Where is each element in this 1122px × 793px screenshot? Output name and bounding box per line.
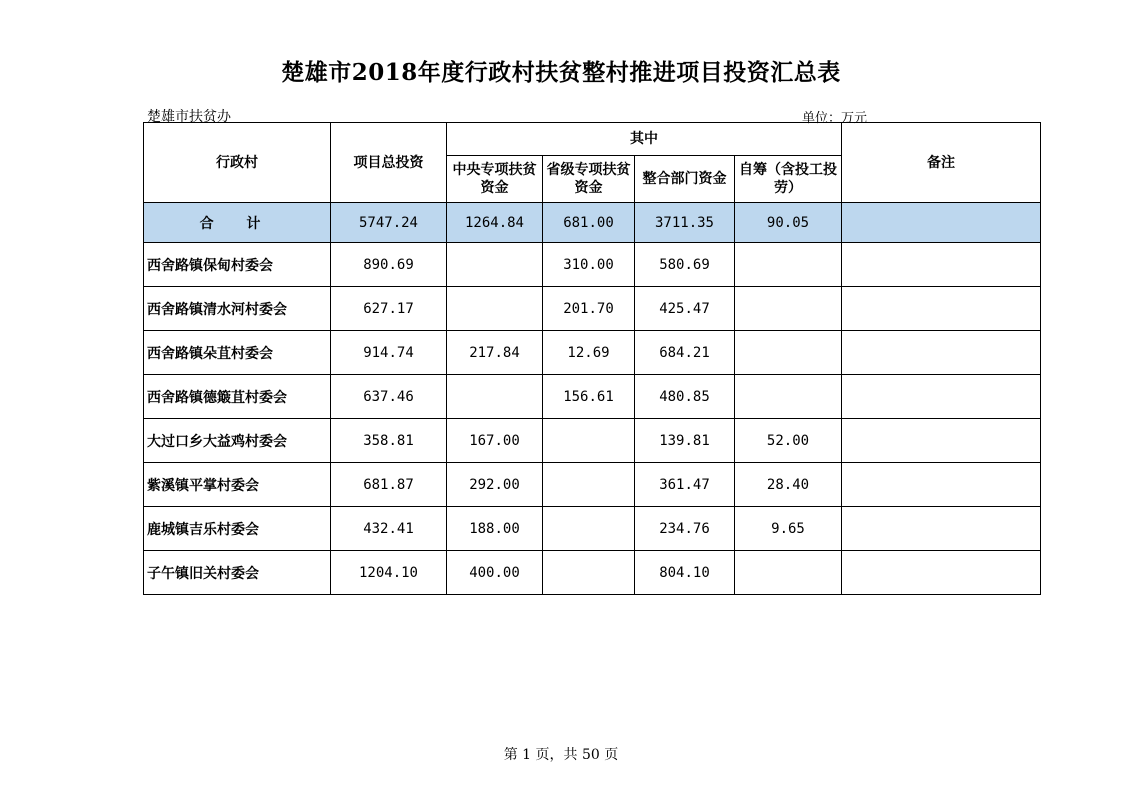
header-central-fund: 中央专项扶贫资金 xyxy=(447,156,543,203)
header-among: 其中 xyxy=(447,123,842,156)
integrated-fund-cell: 684.21 xyxy=(635,331,735,375)
central-fund-cell xyxy=(447,243,543,287)
central-fund-cell: 400.00 xyxy=(447,551,543,595)
investment-summary-table xyxy=(143,122,1041,595)
remark-cell xyxy=(842,419,1041,463)
village-name-cell: 鹿城镇吉乐村委会 xyxy=(144,507,331,551)
central-fund-cell: 167.00 xyxy=(447,419,543,463)
table-row xyxy=(144,331,1041,375)
organization-label: 楚雄市扶贫办 xyxy=(147,109,231,125)
village-name-cell: 西舍路镇保甸村委会 xyxy=(144,243,331,287)
total-investment-cell: 358.81 xyxy=(331,419,447,463)
table-row xyxy=(144,463,1041,507)
table-row xyxy=(144,551,1041,595)
total-remark-cell xyxy=(842,203,1041,243)
provincial-fund-cell xyxy=(543,507,635,551)
village-name-cell: 大过口乡大益鸡村委会 xyxy=(144,419,331,463)
self-raised-cell: 28.40 xyxy=(735,463,842,507)
header-provincial-fund: 省级专项扶贫资金 xyxy=(543,156,635,203)
self-raised-cell: 52.00 xyxy=(735,419,842,463)
integrated-fund-cell: 425.47 xyxy=(635,287,735,331)
provincial-fund-cell: 12.69 xyxy=(543,331,635,375)
total-investment-cell: 681.87 xyxy=(331,463,447,507)
provincial-fund-cell: 201.70 xyxy=(543,287,635,331)
integrated-fund-cell: 804.10 xyxy=(635,551,735,595)
remark-cell xyxy=(842,243,1041,287)
self-raised-cell xyxy=(735,551,842,595)
provincial-fund-cell: 310.00 xyxy=(543,243,635,287)
total-integrated-cell: 3711.35 xyxy=(635,203,735,243)
total-self-cell: 90.05 xyxy=(735,203,842,243)
self-raised-cell xyxy=(735,331,842,375)
integrated-fund-cell: 361.47 xyxy=(635,463,735,507)
total-central-cell: 1264.84 xyxy=(447,203,543,243)
remark-cell xyxy=(842,551,1041,595)
remark-cell xyxy=(842,287,1041,331)
total-investment-cell: 914.74 xyxy=(331,331,447,375)
header-total-investment: 项目总投资 xyxy=(331,123,447,203)
total-investment-cell: 890.69 xyxy=(331,243,447,287)
central-fund-cell: 292.00 xyxy=(447,463,543,507)
table-row xyxy=(144,507,1041,551)
self-raised-cell xyxy=(735,243,842,287)
self-raised-cell xyxy=(735,375,842,419)
village-name-cell: 子午镇旧关村委会 xyxy=(144,551,331,595)
total-investment-cell: 432.41 xyxy=(331,507,447,551)
provincial-fund-cell xyxy=(543,463,635,507)
integrated-fund-cell: 234.76 xyxy=(635,507,735,551)
unit-label: 单位：万元 xyxy=(802,111,868,126)
total-label: 合 计 xyxy=(144,203,331,243)
total-investment-cell: 637.46 xyxy=(331,375,447,419)
table-row xyxy=(144,419,1041,463)
total-row xyxy=(144,203,1041,243)
village-name-cell: 西舍路镇德簸苴村委会 xyxy=(144,375,331,419)
remark-cell xyxy=(842,331,1041,375)
remark-cell xyxy=(842,463,1041,507)
integrated-fund-cell: 139.81 xyxy=(635,419,735,463)
self-raised-cell: 9.65 xyxy=(735,507,842,551)
central-fund-cell: 217.84 xyxy=(447,331,543,375)
table-row xyxy=(144,243,1041,287)
total-investment-cell: 5747.24 xyxy=(331,203,447,243)
self-raised-cell xyxy=(735,287,842,331)
integrated-fund-cell: 580.69 xyxy=(635,243,735,287)
page-footer: 第 1 页，共 50 页 xyxy=(503,747,619,763)
header-row-1 xyxy=(144,123,1041,156)
provincial-fund-cell xyxy=(543,551,635,595)
village-name-cell: 西舍路镇清水河村委会 xyxy=(144,287,331,331)
central-fund-cell xyxy=(447,287,543,331)
table-row xyxy=(144,287,1041,331)
table-row xyxy=(144,375,1041,419)
total-investment-cell: 627.17 xyxy=(331,287,447,331)
provincial-fund-cell: 156.61 xyxy=(543,375,635,419)
remark-cell xyxy=(842,375,1041,419)
central-fund-cell: 188.00 xyxy=(447,507,543,551)
total-provincial-cell: 681.00 xyxy=(543,203,635,243)
total-investment-cell: 1204.10 xyxy=(331,551,447,595)
remark-cell xyxy=(842,507,1041,551)
integrated-fund-cell: 480.85 xyxy=(635,375,735,419)
village-name-cell: 紫溪镇平掌村委会 xyxy=(144,463,331,507)
page-title: 楚雄市2018年度行政村扶贫整村推进项目投资汇总表 xyxy=(281,59,841,86)
header-self-raised: 自筹（含投工投劳） xyxy=(735,156,842,203)
central-fund-cell xyxy=(447,375,543,419)
header-village: 行政村 xyxy=(144,123,331,203)
village-name-cell: 西舍路镇朵苴村委会 xyxy=(144,331,331,375)
header-remark: 备注 xyxy=(842,123,1041,203)
header-integrated-fund: 整合部门资金 xyxy=(635,156,735,203)
provincial-fund-cell xyxy=(543,419,635,463)
